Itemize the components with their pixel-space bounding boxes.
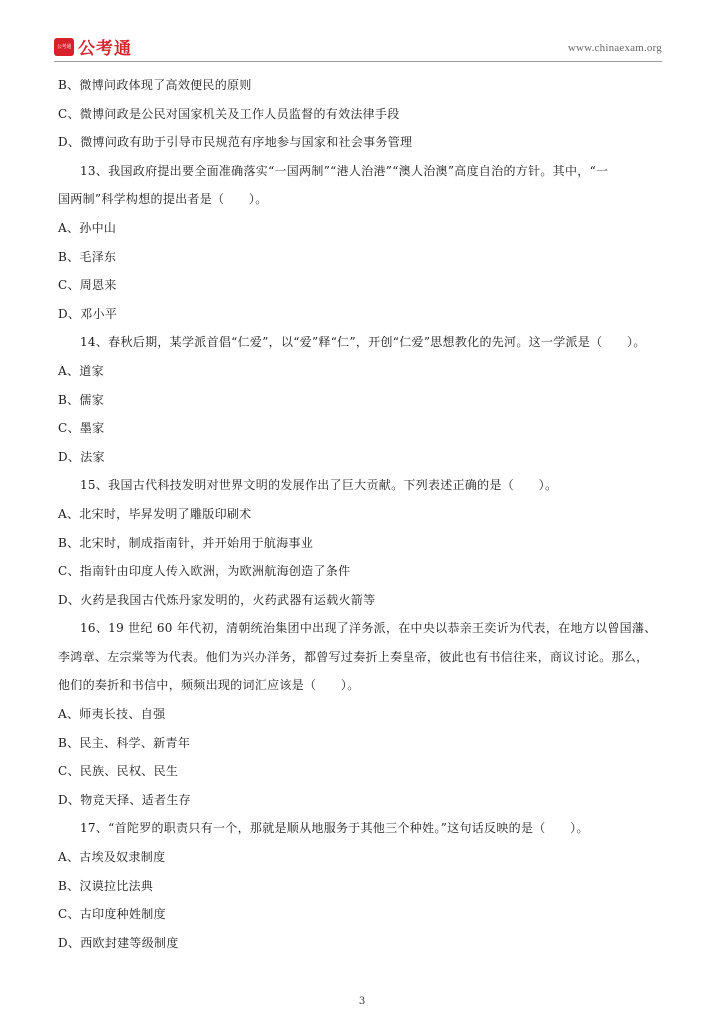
question-13-option-d: D、邓小平 (58, 306, 118, 321)
question-16-stem-line: 16、19 世纪 60 年代初，清朝统治集团中出现了洋务派，在中央以恭亲王奕䜣为代表，在地方以曾国藩、 (80, 621, 657, 636)
option-c: C、微博问政是公民对国家机关及工作人员监督的有效法律手段 (58, 106, 400, 121)
question-16-option-b: B、民主、科学、新青年 (58, 735, 191, 750)
option-b: B、微博问政体现了高效便民的原则 (58, 78, 252, 92)
question-13-option-c: C、周恩来 (58, 278, 117, 293)
question-16-option-d: D、物竞天择、适者生存 (58, 792, 191, 807)
page-content (58, 76, 664, 962)
question-13-stem (58, 162, 664, 219)
question-14-option-c: C、墨家 (58, 421, 105, 436)
brand-logo[interactable] (54, 34, 132, 59)
question-15-option-b: B、北宋时，制成指南针，并开始用于航海事业 (58, 535, 314, 550)
question-15-stem-line: 15、我国古代科技发明对世界文明的发展作出了巨大贡献。下列表述正确的是（ ）。 (80, 478, 558, 493)
question-13-option-b: B、毛泽东 (58, 249, 117, 264)
question-15-option-a: A、北宋时，毕昇发明了雕版印刷术 (58, 506, 252, 521)
page-number: 3 (358, 996, 366, 1007)
question-14-stem-line: 14、春秋后期，某学派首倡“仁爱”，以“爱”释“仁”，开创“仁爱”思想教化的先河。这一学派是（ ）。 (80, 335, 646, 350)
logo-text: 公考通 (78, 39, 132, 59)
question-15-option-c: C、指南针由印度人传入欧洲，为欧洲航海创造了条件 (58, 564, 351, 579)
question-14-option-d: D、法家 (58, 449, 105, 464)
question-14-option-a: A、道家 (58, 363, 104, 378)
question-16-stem-line: 他们的奏折和书信中，频频出现的词汇应该是（ ）。 (58, 678, 360, 693)
site-url[interactable]: www.chinaexam.org (567, 42, 662, 54)
question-13-option-a: A、孙中山 (58, 220, 117, 235)
question-14-stem (58, 333, 664, 362)
question-16-option-a: A、师夷长技、自强 (58, 707, 166, 722)
question-16-stem-line: 李鸿章、左宗棠等为代表。他们为兴办洋务，都曾写过奏折上奏皇帝，彼此也有书信往来，商议讨论。那么， (58, 649, 649, 664)
page-header (54, 34, 662, 60)
question-16-option-c: C、民族、民权、民生 (58, 764, 179, 779)
option-d: D、微博问政有助于引导市民规范有序地参与国家和社会事务管理 (58, 135, 413, 150)
question-15-option-d: D、火药是我国古代炼丹家发明的，火药武器有运载火箭等 (58, 592, 376, 607)
question-17-option-b: B、汉谟拉比法典 (58, 878, 154, 893)
logo-badge: 公考通 (54, 38, 74, 56)
header-divider (54, 61, 662, 62)
question-13-stem-line: 国两制”科学构想的提出者是（ ）。 (58, 192, 268, 207)
question-17-option-a: A、古埃及奴隶制度 (58, 850, 166, 865)
question-17-stem (58, 819, 664, 848)
question-17-option-d: D、西欧封建等级制度 (58, 935, 179, 950)
question-17-stem-line: 17、“首陀罗的职责只有一个，那就是顺从地服务于其他三个种姓。”这句话反映的是（ ）。 (80, 821, 589, 836)
question-15-stem (58, 476, 664, 505)
question-17-option-c: C、古印度种姓制度 (58, 907, 166, 922)
question-13-stem-line: 13、我国政府提出要全面准确落实“一国两制”“港人治港”“澳人治澳”高度自治的方针。其中，“一 (80, 163, 609, 178)
question-14-option-b: B、儒家 (58, 392, 105, 407)
question-16-stem (58, 619, 664, 705)
